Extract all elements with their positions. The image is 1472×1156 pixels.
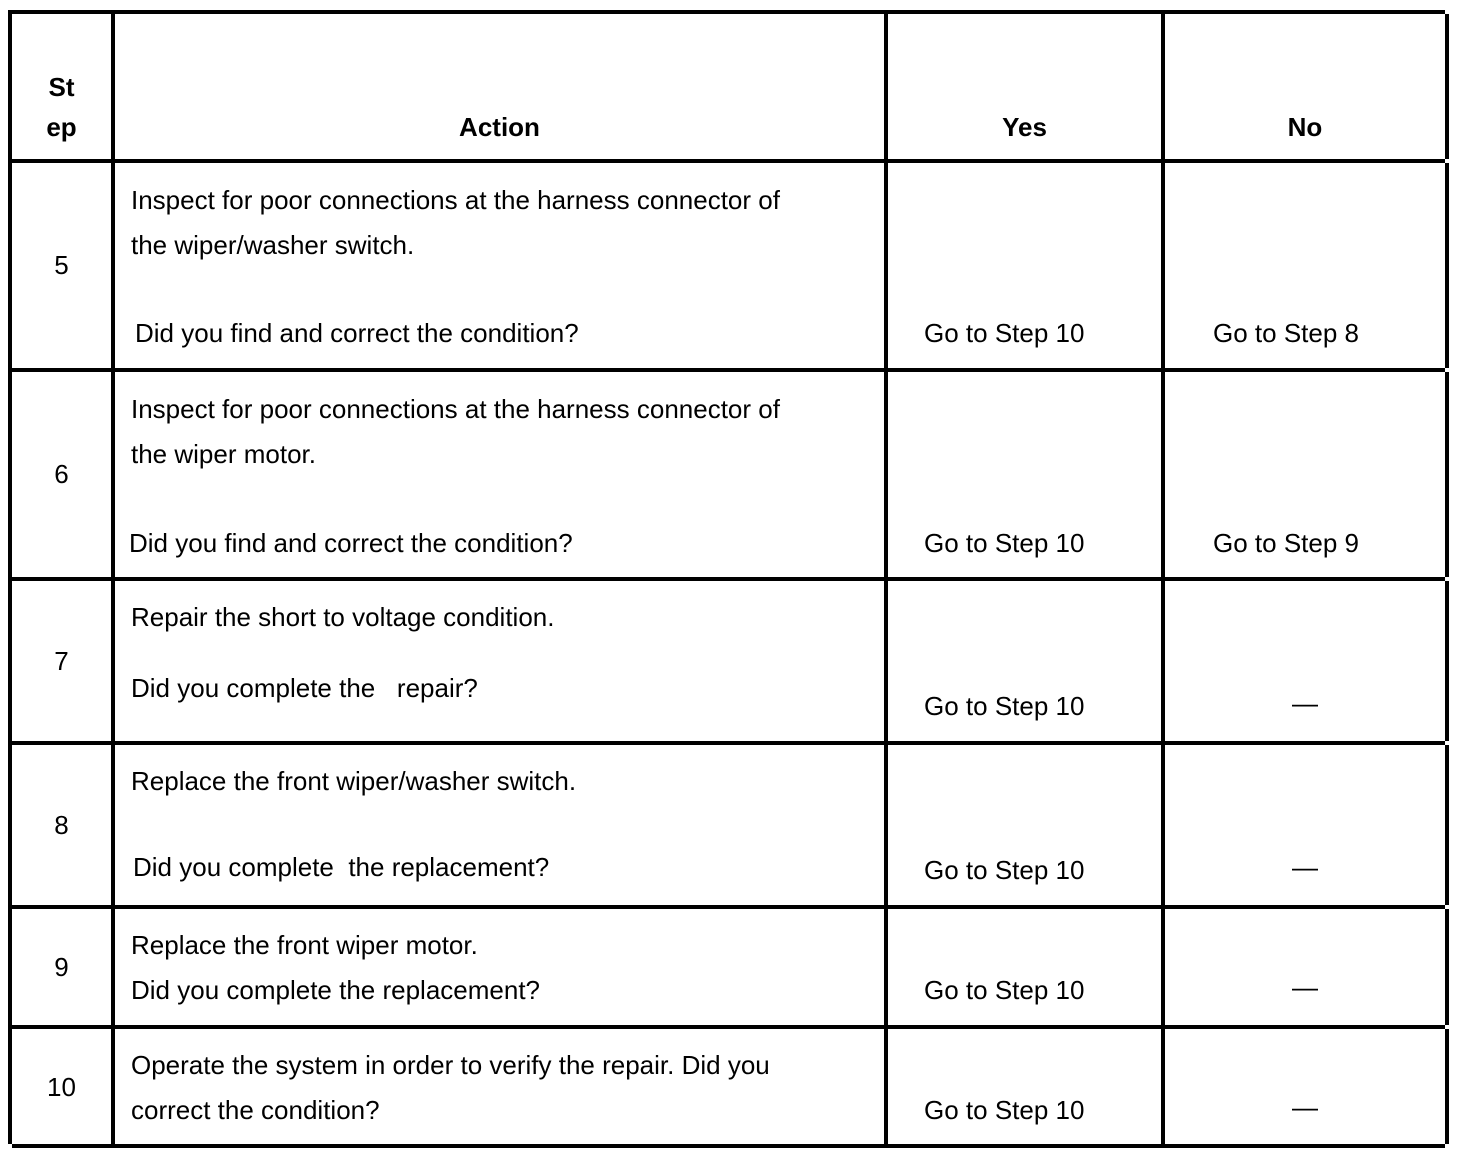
action-text-line2: correct the condition?	[131, 1095, 380, 1125]
table-header-row	[12, 14, 1445, 163]
action-cell	[115, 163, 888, 368]
no-dash: —	[1292, 972, 1318, 1002]
step-number: 5	[54, 250, 69, 280]
yes-link[interactable]: Go to Step 10	[924, 1095, 1085, 1125]
no-cell	[1165, 745, 1449, 905]
yes-cell	[888, 372, 1165, 577]
action-text-line1: Repair the short to voltage condition.	[131, 602, 555, 632]
step-cell	[12, 909, 115, 1025]
diagnostic-table	[8, 10, 1445, 1144]
step-cell	[12, 745, 115, 905]
yes-cell	[888, 163, 1165, 368]
no-cell	[1165, 163, 1449, 368]
step-number: 8	[54, 810, 69, 840]
action-text-line1: Inspect for poor connections at the harness connector of	[131, 394, 780, 424]
action-cell	[115, 745, 888, 905]
step-cell	[12, 163, 115, 368]
step-number: 7	[54, 646, 69, 676]
action-question: Did you complete the repair?	[131, 673, 478, 703]
table-row	[12, 372, 1445, 581]
action-question: Did you complete the replacement?	[133, 852, 550, 882]
header-step-cell	[12, 14, 115, 159]
header-step-line1: St	[48, 72, 75, 102]
action-question: Did you find and correct the condition?	[135, 318, 579, 348]
yes-cell	[888, 1029, 1165, 1144]
step-cell	[12, 581, 115, 741]
step-cell	[12, 372, 115, 577]
action-cell	[115, 909, 888, 1025]
yes-link[interactable]: Go to Step 10	[924, 318, 1085, 348]
step-cell	[12, 1029, 115, 1144]
table-row	[12, 581, 1445, 745]
action-text-line1: Replace the front wiper/washer switch.	[131, 766, 577, 796]
header-no-cell	[1165, 14, 1449, 159]
no-dash: —	[1292, 852, 1318, 882]
action-text-line1: Inspect for poor connections at the harness connector of	[131, 185, 780, 215]
header-no: No	[1287, 112, 1323, 142]
no-link[interactable]: Go to Step 8	[1213, 318, 1359, 348]
header-action-cell	[115, 14, 888, 159]
step-number: 9	[54, 952, 69, 982]
no-dash: —	[1292, 688, 1318, 718]
action-text-line2: the wiper/washer switch.	[131, 230, 415, 260]
table-row	[12, 745, 1445, 909]
no-cell	[1165, 1029, 1449, 1144]
table-row	[12, 163, 1445, 372]
table-row	[12, 909, 1445, 1029]
no-cell	[1165, 372, 1449, 577]
action-question: Did you find and correct the condition?	[129, 528, 573, 558]
yes-cell	[888, 745, 1165, 905]
action-cell	[115, 372, 888, 577]
action-text-line2: the wiper motor.	[131, 439, 316, 469]
header-action: Action	[459, 112, 540, 142]
header-yes-cell	[888, 14, 1165, 159]
no-cell	[1165, 909, 1449, 1025]
yes-cell	[888, 581, 1165, 741]
header-yes: Yes	[1002, 112, 1047, 142]
yes-link[interactable]: Go to Step 10	[924, 975, 1085, 1005]
step-number: 10	[47, 1072, 76, 1102]
header-step-line2: ep	[46, 112, 77, 142]
yes-link[interactable]: Go to Step 10	[924, 528, 1085, 558]
action-cell	[115, 581, 888, 741]
action-text-line1: Replace the front wiper motor.	[131, 930, 478, 960]
yes-link[interactable]: Go to Step 10	[924, 855, 1085, 885]
table-row	[12, 1029, 1445, 1148]
no-link[interactable]: Go to Step 9	[1213, 528, 1359, 558]
action-question: Did you complete the replacement?	[131, 975, 541, 1005]
action-cell	[115, 1029, 888, 1144]
no-dash: —	[1292, 1092, 1318, 1122]
no-cell	[1165, 581, 1449, 741]
step-number: 6	[54, 459, 69, 489]
action-text-line1: Operate the system in order to verify the repair. Did you	[131, 1050, 770, 1080]
yes-link[interactable]: Go to Step 10	[924, 691, 1085, 721]
yes-cell	[888, 909, 1165, 1025]
